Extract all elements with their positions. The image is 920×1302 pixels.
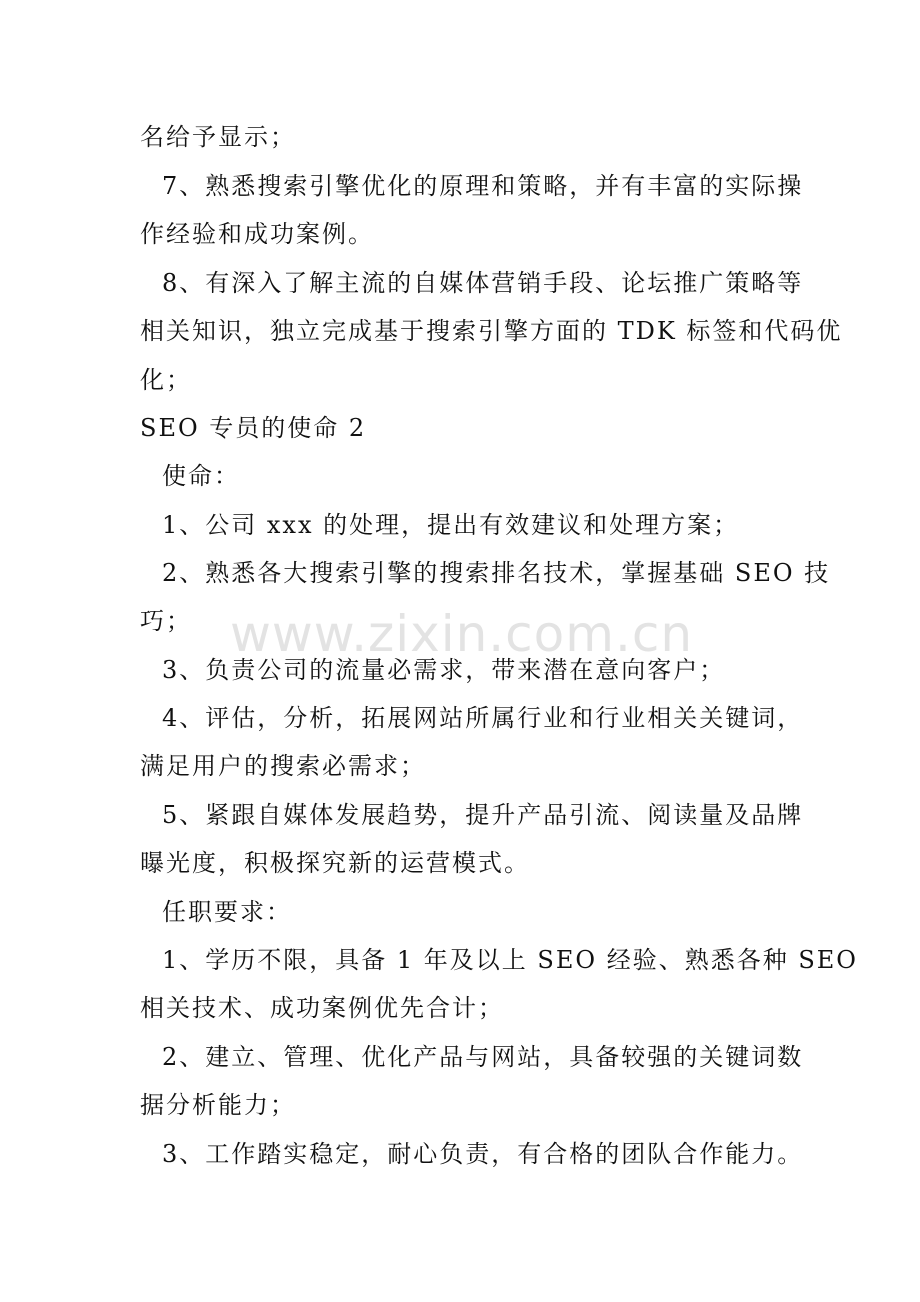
text-line: 1、学历不限，具备 1 年及以上 SEO 经验、熟悉各种 SEO bbox=[162, 946, 858, 974]
text-line: 4、评估，分析，拓展网站所属行业和行业相关关键词， bbox=[162, 704, 804, 732]
text-line: 3、工作踏实稳定，耐心负责，有合格的团队合作能力。 bbox=[162, 1140, 804, 1168]
text-line: 5、紧跟自媒体发展趋势，提升产品引流、阅读量及品牌 bbox=[162, 801, 804, 829]
text-line: 7、熟悉搜索引擎优化的原理和策略，并有丰富的实际操 bbox=[162, 172, 804, 200]
text-line: 相关知识，独立完成基于搜索引擎方面的 TDK 标签和代码优 bbox=[140, 317, 843, 345]
text-line: 3、负责公司的流量必需求，带来潜在意向客户； bbox=[162, 656, 726, 684]
text-line: 名给予显示； bbox=[140, 123, 296, 151]
text-line: 巧； bbox=[140, 607, 192, 635]
subheading: 使命： bbox=[162, 462, 240, 490]
text-line: 1、公司 xxx 的处理，提出有效建议和处理方案； bbox=[162, 511, 740, 539]
text-line: 曝光度，积极探究新的运营模式。 bbox=[140, 849, 530, 877]
text-line: 满足用户的搜索必需求； bbox=[140, 752, 426, 780]
text-line: 化； bbox=[140, 366, 192, 394]
text-line: 作经验和成功案例。 bbox=[140, 220, 374, 248]
subheading: 任职要求： bbox=[162, 898, 292, 926]
section-heading: SEO 专员的使命 2 bbox=[140, 414, 367, 442]
text-line: 2、熟悉各大搜索引擎的搜索排名技术，掌握基础 SEO 技 bbox=[162, 559, 831, 587]
text-line: 据分析能力； bbox=[140, 1091, 296, 1119]
text-line: 相关技术、成功案例优先合计； bbox=[140, 994, 504, 1022]
text-line: 2、建立、管理、优化产品与网站，具备较强的关键词数 bbox=[162, 1043, 804, 1071]
text-line: 8、有深入了解主流的自媒体营销手段、论坛推广策略等 bbox=[162, 269, 804, 297]
watermark: www.zixin.com.cn bbox=[230, 605, 694, 663]
